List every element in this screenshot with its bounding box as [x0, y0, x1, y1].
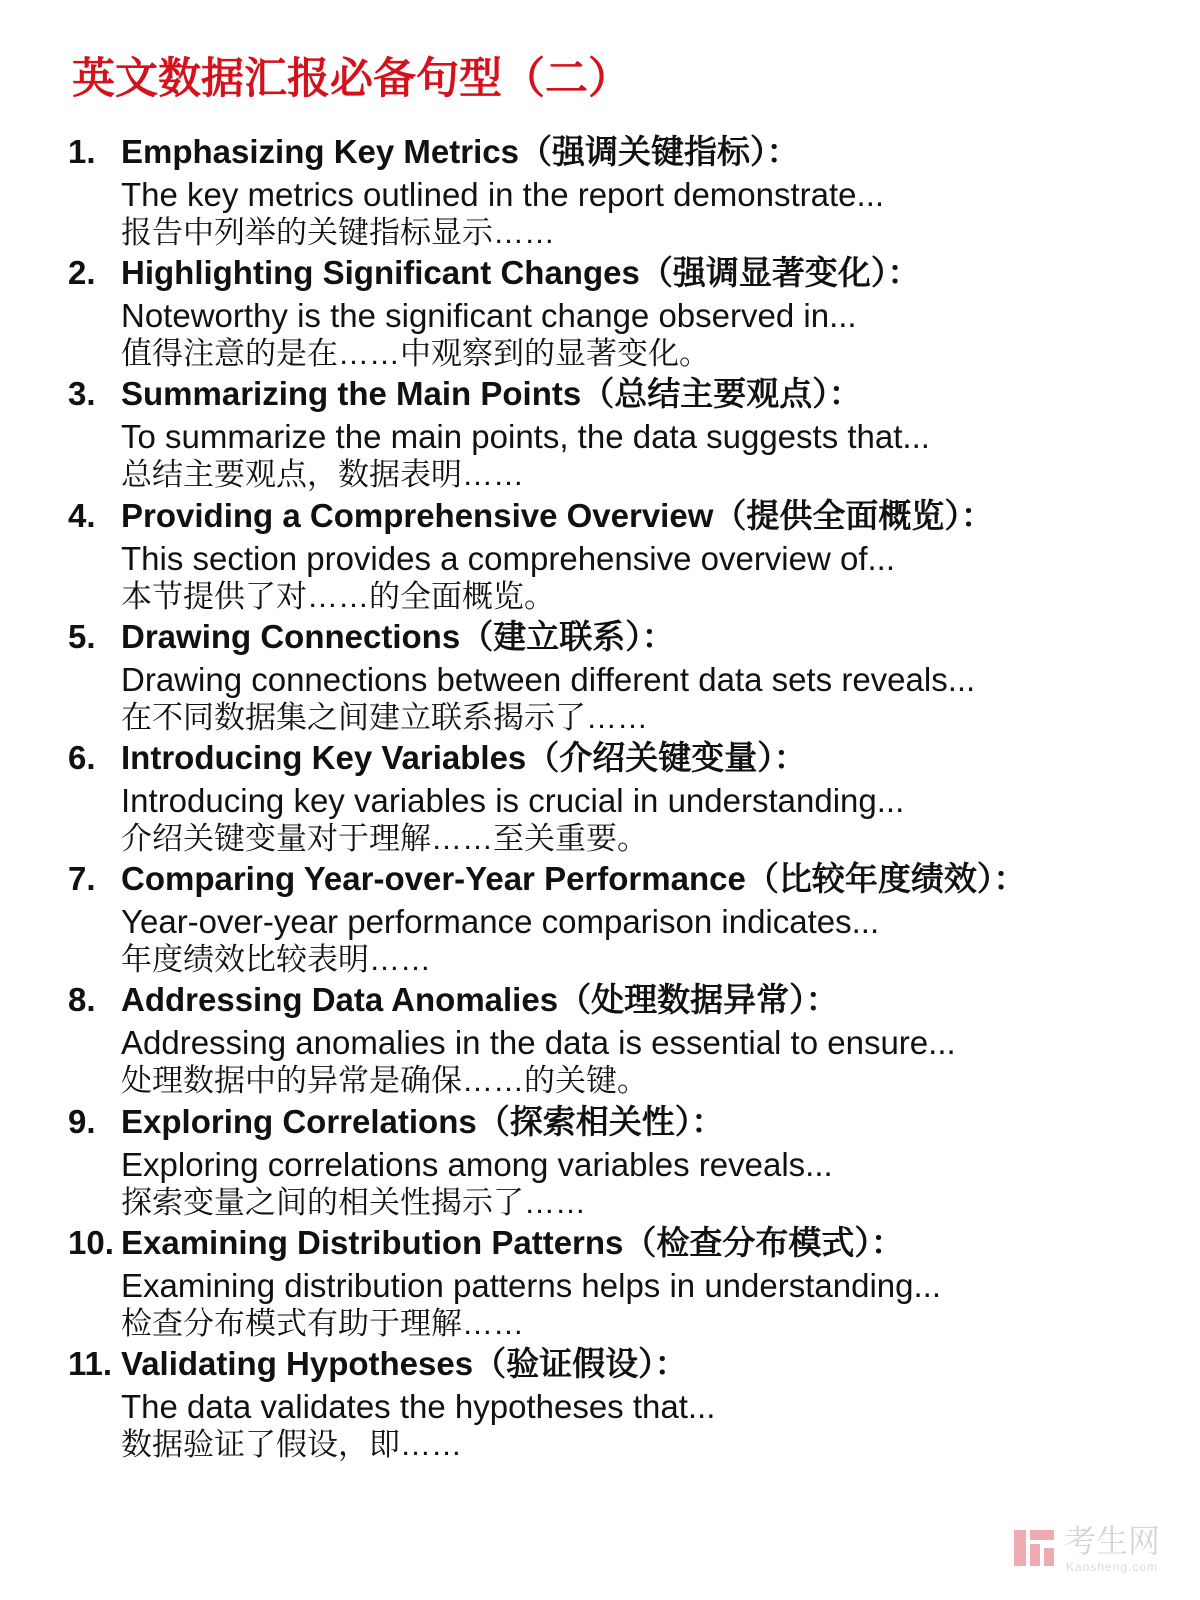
item-number: 2. [68, 254, 96, 292]
heading-zh: （强调关键指标）： [518, 133, 800, 170]
item-number: 8. [68, 981, 96, 1019]
watermark-text-en: Kaosheng.com [1066, 1560, 1159, 1574]
list-item [68, 978, 1168, 1099]
watermark [1012, 1522, 1172, 1578]
sentence-zh: 值得注意的是在……中观察到的显著变化。 [121, 336, 710, 372]
sentence-en: The key metrics outlined in the report demonstrate... [121, 176, 885, 213]
item-heading [121, 372, 862, 416]
heading-en: Highlighting Significant Changes [121, 254, 640, 292]
sentence-zh: 年度绩效比较表明…… [121, 942, 431, 978]
sentence-zh: 报告中列举的关键指标显示…… [121, 215, 555, 250]
heading-zh: （比较年度绩效）： [745, 860, 1027, 898]
sentence-zh: 检查分布模式有助于理解…… [121, 1305, 524, 1341]
sentence-en: To summarize the main points, the data suggests that... [121, 418, 930, 456]
item-heading [121, 615, 675, 659]
heading-zh: （介绍关键变量）： [526, 738, 807, 776]
item-heading [121, 1342, 688, 1386]
sentence-zh: 总结主要观点，数据表明…… [121, 457, 524, 493]
sentence-en: Introducing key variables is crucial in understanding... [121, 781, 905, 819]
sentence-zh: 探索变量之间的相关性揭示了…… [121, 1184, 586, 1220]
heading-en: Addressing Data Anomalies [121, 981, 559, 1019]
list-item [68, 1221, 1168, 1342]
sentence-zh: 本节提供了对……的全面概览。 [121, 578, 555, 614]
phrase-list [68, 130, 1168, 1463]
item-heading [121, 736, 807, 780]
kaosheng-logo-icon [1012, 1526, 1056, 1570]
heading-zh: （探索相关性）： [476, 1102, 725, 1140]
list-item [68, 857, 1168, 978]
sentence-en: This section provides a comprehensive overview of... [121, 539, 896, 577]
sentence-en: Noteworthy is the significant change observed in... [121, 297, 857, 335]
item-heading [121, 494, 994, 538]
item-number: 7. [68, 860, 96, 898]
heading-en: Validating Hypotheses [121, 1344, 474, 1382]
sentence-en: Drawing connections between different data sets reveals... [121, 660, 976, 698]
heading-zh: （提供全面概览）： [713, 496, 994, 534]
item-number: 4. [68, 496, 96, 534]
heading-en: Exploring Correlations [121, 1102, 477, 1140]
sentence-en: Addressing anomalies in the data is essential to ensure... [121, 1024, 956, 1062]
list-item [68, 1342, 1168, 1463]
item-number: 6. [68, 738, 96, 776]
item-heading [121, 857, 1026, 901]
sentence-zh: 处理数据中的异常是确保……的关键。 [121, 1063, 648, 1099]
heading-en: Summarizing the Main Points [121, 375, 582, 413]
item-heading [121, 978, 839, 1022]
heading-en: Providing a Comprehensive Overview [121, 496, 714, 534]
sentence-en: Exploring correlations among variables reveals... [121, 1145, 833, 1183]
item-heading [121, 1221, 904, 1265]
heading-en: Comparing Year-over-Year Performance [121, 860, 746, 898]
sentence-zh: 在不同数据集之间建立联系揭示了…… [121, 699, 648, 735]
item-heading [121, 1100, 724, 1144]
list-item [68, 372, 1168, 493]
list-item [68, 736, 1168, 857]
heading-zh: （检查分布模式）： [623, 1223, 904, 1261]
item-heading [121, 251, 920, 295]
item-number: 1. [68, 133, 96, 170]
sentence-en: The data validates the hypotheses that... [121, 1387, 716, 1425]
heading-en: Examining Distribution Patterns [121, 1223, 624, 1261]
heading-zh: （强调显著变化）： [639, 254, 921, 292]
heading-en: Introducing Key Variables [121, 738, 527, 776]
heading-zh: （建立联系）： [460, 617, 675, 655]
sentence-en: Year-over-year performance comparison indicates... [121, 903, 880, 941]
heading-zh: （验证假设）： [473, 1344, 688, 1382]
item-number: 5. [68, 617, 96, 655]
sentence-zh: 介绍关键变量对于理解……至关重要。 [121, 820, 648, 856]
watermark-text-zh: 考生网 [1064, 1523, 1161, 1559]
heading-zh: （处理数据异常）： [558, 981, 839, 1019]
item-heading [121, 130, 799, 174]
list-item [68, 1100, 1168, 1221]
item-number: 9. [68, 1102, 96, 1140]
list-item [68, 130, 1168, 251]
heading-en: Drawing Connections [121, 617, 461, 655]
heading-en: Emphasizing Key Metrics [121, 133, 519, 170]
sentence-zh: 数据验证了假设，即…… [121, 1426, 462, 1462]
page-title: 英文数据汇报必备句型（二） [72, 55, 631, 103]
sentence-en: Examining distribution patterns helps in understanding... [121, 1266, 941, 1304]
list-item [68, 494, 1168, 615]
item-number: 3. [68, 375, 96, 413]
item-number: 11. [68, 1344, 113, 1382]
list-item [68, 615, 1168, 736]
heading-zh: （总结主要观点）： [581, 375, 862, 413]
list-item [68, 251, 1168, 372]
item-number: 10. [68, 1223, 114, 1261]
